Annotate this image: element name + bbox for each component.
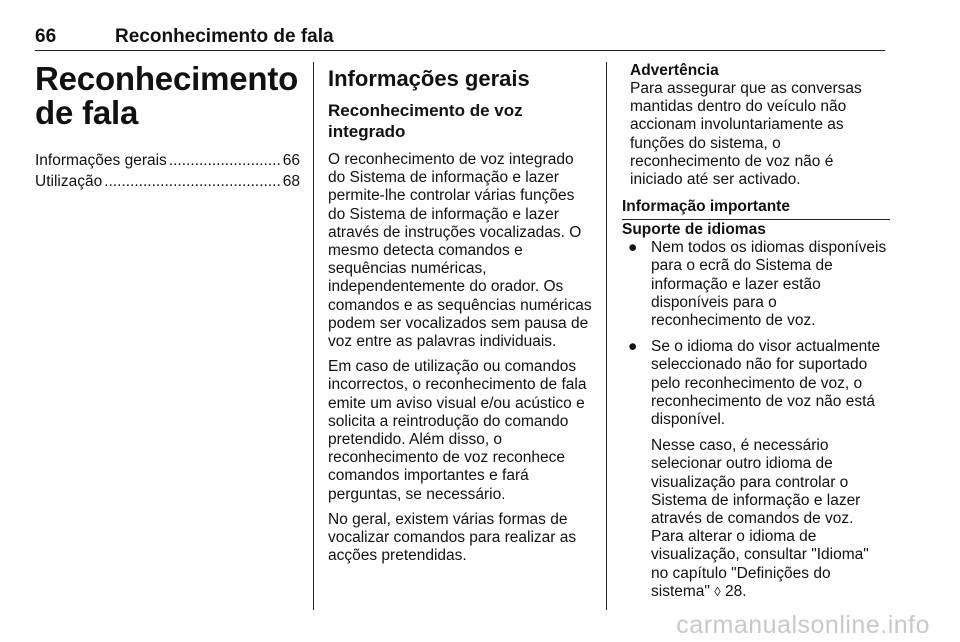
language-support-heading: Suporte de idiomas — [622, 220, 766, 238]
list-item-text: Nem todos os idiomas disponíveis para o ecrã do Sistema de informação e lazer estão disponíveis para o reconhecimento de voz. — [651, 239, 887, 330]
running-title: Reconhecimento de fala — [115, 26, 334, 47]
important-heading: Informação importante — [622, 198, 790, 216]
body-paragraph: No geral, existem várias formas de vocalizar comandos para realizar as acções pretendidas. — [328, 510, 577, 565]
page-reference[interactable]: 28. — [724, 582, 747, 600]
toc-entry-page[interactable]: 66 — [282, 152, 300, 169]
toc-entry[interactable] — [35, 171, 300, 192]
list-item — [622, 239, 890, 330]
body-paragraph: Em caso de utilização ou comandos incorrectos, o reconhecimento de fala emite um aviso visual e/ou acústico e solicita a reintrodução do comando pretendido. Além disso, o reconhecimento de voz reconhece comandos importantes e fará perguntas, se necessário. — [328, 358, 587, 503]
main-column — [328, 62, 593, 572]
subsection-title: Reconhecimento de voz integrado — [328, 101, 523, 141]
followup-paragraph — [622, 437, 890, 601]
followup-text: Nesse caso, é necessário selecionar outro idioma de visualização para controlar o Sistema de informação e lazer através de comandos de voz. Para alterar o idioma de visualização, consultar "Idioma" no capítulo "Definições do sistema" — [651, 437, 869, 600]
page-header — [35, 24, 885, 51]
bullet-list — [622, 239, 890, 429]
page-reference-arrow-icon[interactable]: ◊ — [714, 583, 721, 599]
toc-leader-dots — [169, 150, 281, 171]
list-item-text: Se o idioma do visor actualmente seleccionado não for suportado pelo reconhecimento de voz, o reconhecimento de voz não está disponível. — [651, 338, 881, 429]
toc-entry-label[interactable]: Utilização — [35, 173, 103, 190]
warning-box — [622, 62, 890, 189]
chapter-column — [35, 62, 300, 192]
watermark: carmanualsonline.info — [676, 611, 930, 639]
toc-entry-label[interactable]: Informações gerais — [35, 152, 167, 169]
toc-entry[interactable] — [35, 150, 300, 171]
right-column — [622, 62, 890, 601]
warning-text: Para assegurar que as conversas mantidas dentro do veículo não accionam involuntariamente as funções do sistema, o reconhecimento de voz não é iniciado até ser activado. — [630, 80, 862, 189]
toc-entry-page[interactable]: 68 — [282, 173, 300, 190]
page-number: 66 — [35, 26, 57, 47]
warning-title: Advertência — [630, 62, 719, 79]
list-item — [622, 338, 890, 429]
heading-divider — [622, 219, 890, 220]
column-divider — [313, 62, 314, 610]
body-paragraph: O reconhecimento de voz integrado do Sistema de informação e lazer permite-lhe controlar várias funções do Sistema de informação e lazer através de instruções vocalizadas. O mesmo detecta comandos e sequências numéricas, independentemente do orador. Os comandos e as sequências numéricas podem ser vocalizados sem pausa de voz entre as palavras individuais. — [328, 151, 592, 351]
bullet-icon: ● — [628, 239, 638, 257]
chapter-title: Reconhecimento de fala — [35, 60, 299, 131]
section-title: Informações gerais — [328, 66, 530, 91]
bullet-icon: ● — [628, 338, 638, 356]
table-of-contents — [35, 150, 300, 192]
toc-leader-dots — [104, 171, 281, 192]
column-divider — [606, 62, 607, 610]
